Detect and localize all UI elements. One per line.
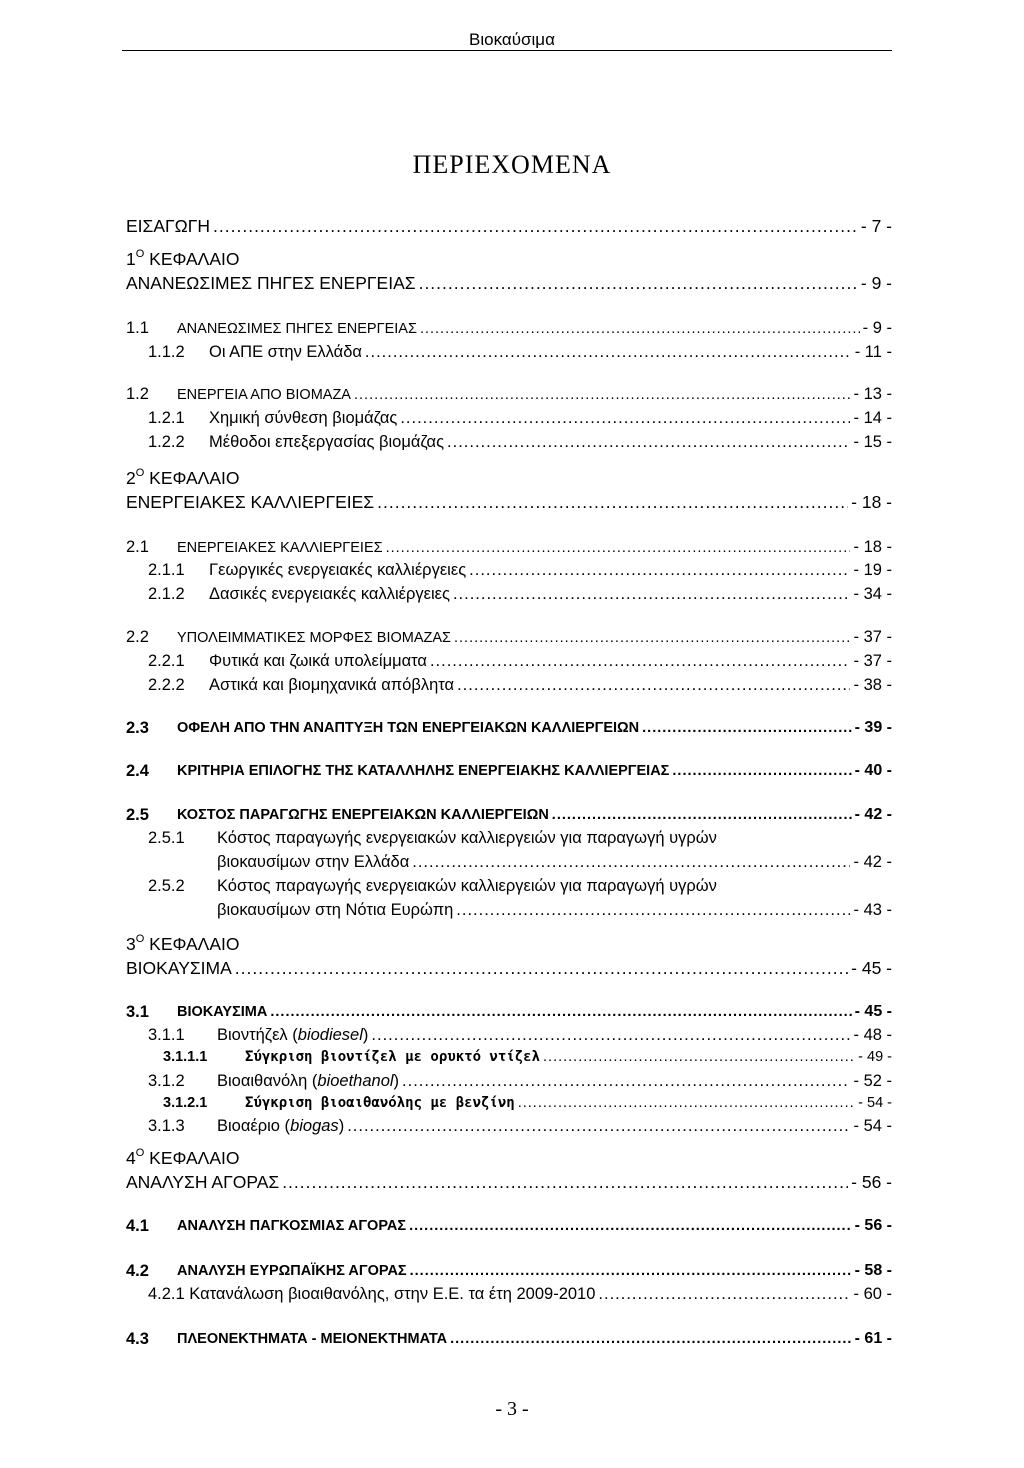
- toc-page: - 60 -: [853, 1285, 892, 1303]
- toc-page: - 9 -: [862, 319, 892, 337]
- toc-page: - 19 -: [853, 561, 892, 579]
- toc-page: - 18 -: [851, 492, 892, 512]
- toc-label: ΑΝΑΝΕΩΣΙΜΕΣ ΠΗΓΕΣ ΕΝΕΡΓΕΙΑΣ: [177, 321, 417, 337]
- toc-leader: [454, 630, 850, 646]
- toc-page: - 38 -: [853, 676, 892, 694]
- toc-entry-chapter-3[interactable]: [0, 958, 1024, 982]
- toc-label: ΠΛΕΟΝΕΚΤΗΜΑΤΑ - ΜΕΙΟΝΕΚΤΗΜΑΤΑ: [177, 1331, 448, 1347]
- toc-leader: [420, 321, 860, 337]
- toc-page: - 9 -: [860, 273, 892, 293]
- toc-page: - 14 -: [853, 409, 892, 427]
- chapter-3-heading: $3^O$ ΚΕΦΑΛΑΙΟ: [126, 933, 240, 954]
- toc-label: Βιοαέριο (biogas): [217, 1117, 345, 1135]
- toc-label: βιοκαυσίμων στην Ελλάδα: [217, 853, 410, 871]
- toc-number: 3.1.2: [148, 1072, 185, 1090]
- toc-leader: [213, 216, 858, 237]
- toc-entry-1-1[interactable]: [0, 319, 1024, 343]
- toc-entry-4-2-1[interactable]: [0, 1285, 1024, 1309]
- toc-leader: [543, 1049, 855, 1065]
- toc-number: 2.2.2: [148, 676, 185, 694]
- toc-label: Γεωργικές ενεργειακές καλλιέργειες: [209, 561, 467, 579]
- toc-leader: [642, 720, 852, 736]
- toc-entry-1-2-1[interactable]: [0, 409, 1024, 433]
- toc-page: - 48 -: [853, 1026, 892, 1044]
- toc-number: 1.2.1: [148, 409, 185, 427]
- toc-leader: [419, 273, 858, 294]
- toc-number: 3.1.3: [148, 1117, 185, 1135]
- toc-leader: [354, 387, 851, 403]
- toc-label: ΑΝΑΛΥΣΗ ΕΥΡΩΠΑΪΚΗΣ ΑΓΟΡΑΣ: [177, 1263, 407, 1279]
- toc-page: - 43 -: [853, 901, 892, 919]
- toc-number: 2.5.1: [148, 829, 185, 847]
- toc-entry-2-3[interactable]: [0, 719, 1024, 743]
- toc-label-line1: Κόστος παραγωγής ενεργειακών καλλιεργειών για παραγωγή υγρών: [217, 829, 717, 847]
- toc-entry-3-1-2-1[interactable]: [0, 1095, 1024, 1119]
- chapter-1-heading: $1^O$ ΚΕΦΑΛΑΙΟ: [126, 248, 240, 269]
- toc-page: - 52 -: [853, 1072, 892, 1090]
- toc-number: 2.2: [126, 628, 149, 646]
- toc-page: - 39 -: [854, 719, 892, 736]
- toc-label: 4.2.1 Κατανάλωση βιοαιθανόλης, στην Ε.Ε. τα έτη 2009-2010: [148, 1285, 596, 1303]
- toc-entry-2-2-2[interactable]: [0, 676, 1024, 700]
- toc-entry-3-1-3[interactable]: [0, 1117, 1024, 1141]
- toc-number: 2.4: [126, 762, 149, 780]
- toc-entry-1-2[interactable]: [0, 385, 1024, 409]
- toc-leader: [456, 901, 850, 920]
- toc-entry-4-2[interactable]: [0, 1262, 1024, 1286]
- toc-entry-2-5-1[interactable]: [0, 853, 1024, 877]
- toc-entry-2-1[interactable]: [0, 538, 1024, 562]
- toc-entry-2-5-2-line1[interactable]: [0, 877, 1024, 901]
- toc-leader: [282, 1172, 848, 1193]
- toc-leader: [672, 763, 851, 779]
- toc-label: ΒΙΟΚΑΥΣΙΜΑ: [126, 958, 232, 978]
- toc-number: 2.3: [126, 719, 149, 737]
- toc-label: ΕΝΕΡΓΕΙΑ ΑΠΟ ΒΙΟΜΑΖΑ: [177, 387, 351, 403]
- toc-entry-chapter-4[interactable]: [0, 1172, 1024, 1196]
- toc-label: Οι ΑΠΕ στην Ελλάδα: [209, 343, 362, 361]
- toc-page: - 37 -: [853, 628, 892, 646]
- toc-entry-1-2-2[interactable]: [0, 433, 1024, 457]
- toc-entry-2-5[interactable]: [0, 806, 1024, 830]
- toc-entry-introduction[interactable]: [0, 216, 1024, 240]
- toc-entry-2-1-1[interactable]: [0, 561, 1024, 585]
- toc-page: - 54 -: [853, 1117, 892, 1135]
- toc-number: 3.1: [126, 1003, 149, 1021]
- running-header: Βιοκαύσιμα: [469, 30, 555, 49]
- toc-page: - 37 -: [853, 652, 892, 670]
- toc-leader: [412, 853, 850, 872]
- toc-entry-2-1-2[interactable]: [0, 585, 1024, 609]
- toc-label: ΕΝΕΡΓΕΙΑΚΕΣ ΚΑΛΛΙΕΡΓΕΙΕΣ: [177, 540, 383, 556]
- toc-number: 2.2.1: [148, 652, 185, 670]
- toc-page: - 11 -: [854, 343, 892, 361]
- toc-number: 1.2.2: [148, 433, 185, 451]
- toc-label: Αστικά και βιομηχανικά απόβλητα: [209, 676, 455, 694]
- toc-leader: [371, 1026, 850, 1045]
- toc-label: ΕΙΣΑΓΩΓΗ: [126, 216, 211, 236]
- chapter-2-heading: $2^O$ ΚΕΦΑΛΑΙΟ: [126, 467, 240, 488]
- toc-label: ΥΠΟΛΕΙΜΜΑΤΙΚΕΣ ΜΟΡΦΕΣ ΒΙΟΜΑΖΑΣ: [177, 630, 451, 646]
- toc-label: Σύγκριση βιοντίζελ με ορυκτό ντίζελ: [245, 1049, 541, 1065]
- toc-leader: [347, 1117, 850, 1136]
- toc-label: ΑΝΑΛΥΣΗ ΑΓΟΡΑΣ: [126, 1172, 280, 1192]
- toc-entry-1-1-2[interactable]: [0, 343, 1024, 367]
- toc-page: - 45 -: [854, 1003, 892, 1020]
- toc-entry-4-3[interactable]: [0, 1330, 1024, 1354]
- toc-entry-2-5-1-line1[interactable]: [0, 829, 1024, 853]
- toc-entry-2-4[interactable]: [0, 762, 1024, 786]
- toc-leader: [377, 492, 848, 513]
- toc-leader: [447, 433, 850, 452]
- toc-label: Μέθοδοι επεξεργασίας βιομάζας: [209, 433, 445, 451]
- toc-entry-3-1[interactable]: [0, 1003, 1024, 1027]
- toc-page: - 34 -: [853, 585, 892, 603]
- toc-label: ΚΡΙΤΗΡΙΑ ΕΠΙΛΟΓΗΣ ΤΗΣ ΚΑΤΑΛΛΗΛΗΣ ΕΝΕΡΓΕΙΑΚΗΣ ΚΑΛΛΙΕΡΓΕΙΑΣ: [177, 763, 670, 779]
- toc-label: Βιοαιθανόλη (bioethanol): [217, 1072, 400, 1090]
- toc-number: 1.1.2: [148, 343, 185, 361]
- toc-number: 1.1: [126, 319, 149, 337]
- toc-leader: [270, 1004, 851, 1020]
- toc-number: 3.1.2.1: [163, 1095, 208, 1111]
- toc-leader: [235, 958, 848, 979]
- toc-leader: [402, 1072, 850, 1091]
- toc-page: - 54 -: [858, 1095, 892, 1111]
- toc-label: ΑΝΑΝΕΩΣΙΜΕΣ ΠΗΓΕΣ ΕΝΕΡΓΕΙΑΣ: [126, 273, 416, 293]
- toc-leader: [365, 343, 852, 362]
- toc-page: - 18 -: [853, 538, 892, 556]
- toc-label: ΑΝΑΛΥΣΗ ΠΑΓΚΟΣΜΙΑΣ ΑΓΟΡΑΣ: [177, 1218, 407, 1234]
- toc-label: Δασικές ενεργειακές καλλιέργειες: [209, 585, 450, 603]
- toc-page: - 56 -: [854, 1217, 892, 1234]
- chapter-4-heading: $4^O$ ΚΕΦΑΛΑΙΟ: [126, 1147, 240, 1168]
- toc-label: ΒΙΟΚΑΥΣΙΜΑ: [177, 1004, 268, 1020]
- toc-entry-2-5-2[interactable]: [0, 901, 1024, 925]
- page-title: ΠΕΡΙΕΧΟΜΕΝΑ: [412, 150, 612, 179]
- toc-page: - 61 -: [854, 1330, 892, 1347]
- toc-leader: [409, 1218, 852, 1234]
- toc-number: 2.5: [126, 806, 149, 824]
- toc-number: 2.1: [126, 538, 149, 556]
- toc-leader: [518, 1095, 855, 1111]
- toc-number: 4.1: [126, 1217, 149, 1235]
- toc-page: - 40 -: [854, 762, 892, 779]
- toc-leader: [410, 1263, 852, 1279]
- toc-label: Χημική σύνθεση βιομάζας: [209, 409, 398, 427]
- toc-entry-3-1-1[interactable]: [0, 1026, 1024, 1050]
- toc-page: - 13 -: [853, 385, 892, 403]
- toc-leader: [457, 676, 850, 695]
- toc-page: - 58 -: [854, 1262, 892, 1279]
- toc-page: - 45 -: [851, 958, 892, 978]
- toc-label: Σύγκριση βιοαιθανόλης με βενζίνη: [245, 1095, 515, 1111]
- toc-number: 3.1.1.1: [163, 1049, 208, 1065]
- toc-label: ΕΝΕΡΓΕΙΑΚΕΣ ΚΑΛΛΙΕΡΓΕΙΕΣ: [126, 492, 375, 512]
- toc-number: 2.1.1: [148, 561, 185, 579]
- toc-entry-2-2-1[interactable]: [0, 652, 1024, 676]
- toc-number: 3.1.1: [148, 1026, 185, 1044]
- toc-number: 4.2: [126, 1262, 149, 1280]
- toc-leader: [453, 585, 851, 604]
- toc-number: 2.5.2: [148, 877, 185, 895]
- toc-label: Βιοντήζελ (biodiesel): [217, 1026, 369, 1044]
- toc-entry-3-1-2[interactable]: [0, 1072, 1024, 1096]
- toc-page: - 7 -: [860, 216, 892, 236]
- toc-entry-chapter-1[interactable]: [0, 273, 1024, 297]
- toc-number: 1.2: [126, 385, 149, 403]
- toc-page: - 56 -: [851, 1172, 892, 1192]
- toc-number: 2.1.2: [148, 585, 185, 603]
- toc-entry-4-1[interactable]: [0, 1217, 1024, 1241]
- page-number: - 3 -: [495, 1398, 529, 1420]
- toc-page: - 42 -: [854, 806, 892, 823]
- toc-leader: [450, 1331, 852, 1347]
- toc-entry-2-2[interactable]: [0, 628, 1024, 652]
- toc-leader: [598, 1285, 850, 1304]
- toc-page: - 42 -: [853, 853, 892, 871]
- toc-label: βιοκαυσίμων στη Νότια Ευρώπη: [217, 901, 454, 919]
- toc-label: ΚΟΣΤΟΣ ΠΑΡΑΓΩΓΗΣ ΕΝΕΡΓΕΙΑΚΩΝ ΚΑΛΛΙΕΡΓΕΙΩΝ: [177, 807, 549, 823]
- toc-entry-chapter-2[interactable]: [0, 492, 1024, 516]
- toc-leader: [469, 561, 850, 580]
- toc-leader: [552, 807, 852, 823]
- toc-page: - 15 -: [853, 433, 892, 451]
- toc-leader: [386, 540, 851, 556]
- toc-label: ΟΦΕΛΗ ΑΠΟ ΤΗΝ ΑΝΑΠΤΥΞΗ ΤΩΝ ΕΝΕΡΓΕΙΑΚΩΝ ΚΑΛΛΙΕΡΓΕΙΩΝ: [177, 720, 640, 736]
- toc-label-line1: Κόστος παραγωγής ενεργειακών καλλιεργειών για παραγωγή υγρών: [217, 877, 717, 895]
- toc-number: 4.3: [126, 1330, 149, 1348]
- toc-leader: [400, 409, 850, 428]
- toc-label: Φυτικά και ζωικά υπολείμματα: [209, 652, 427, 670]
- toc-leader: [430, 652, 851, 671]
- toc-page: - 49 -: [858, 1049, 892, 1065]
- toc-entry-3-1-1-1[interactable]: [0, 1049, 1024, 1073]
